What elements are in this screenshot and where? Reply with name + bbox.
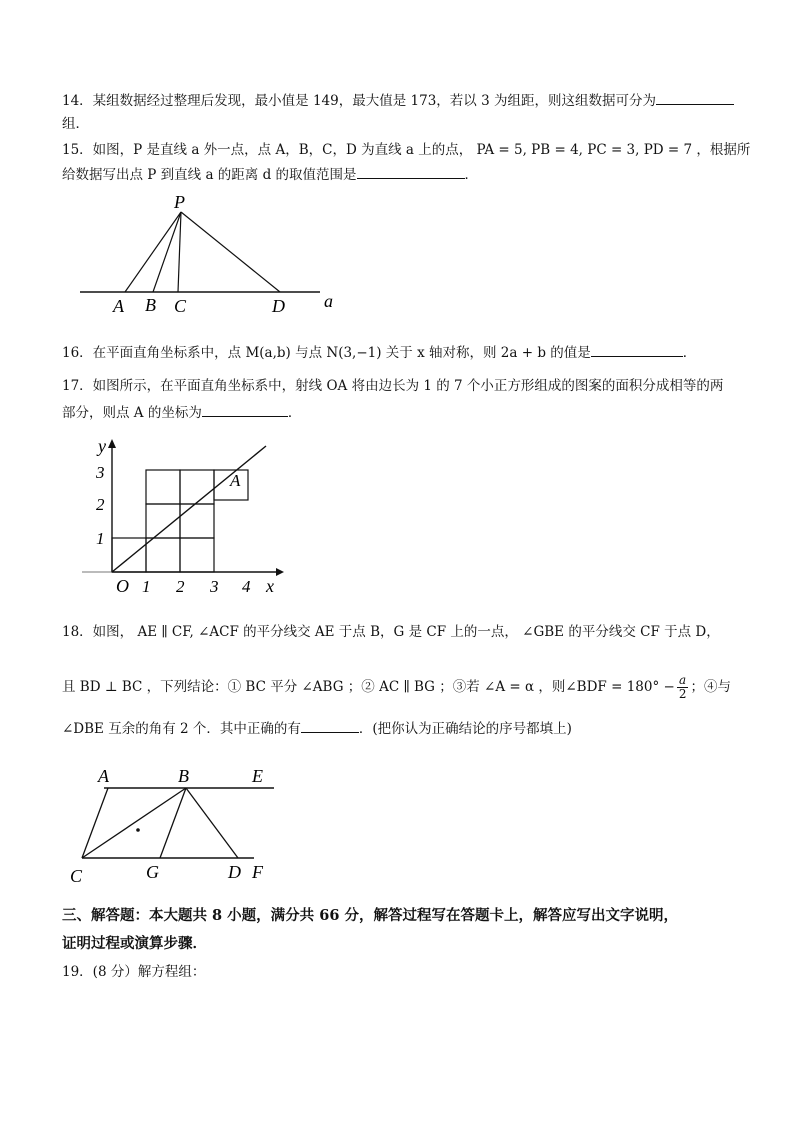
label-D: D bbox=[228, 862, 241, 882]
y-tick-3: 3 bbox=[96, 463, 105, 482]
x-tick-2: 2 bbox=[176, 577, 185, 596]
x-tick-4: 4 bbox=[242, 577, 251, 596]
label-O: O bbox=[116, 576, 129, 596]
label-C: C bbox=[174, 296, 187, 316]
label-B: B bbox=[178, 766, 189, 786]
label-F: F bbox=[252, 862, 263, 882]
label-x: x bbox=[266, 576, 274, 596]
q17-line2: 部分，则点 A 的坐标为 ． bbox=[62, 402, 301, 423]
label-a: a bbox=[324, 291, 333, 311]
q17-line1: 17．如图所示，在平面直角坐标系中，射线 OA 将由边长为 1 的 7 个小正方形组成的图案的面积分成相等的两 bbox=[62, 378, 724, 394]
x-tick-3: 3 bbox=[210, 577, 219, 596]
y-tick-1: 1 bbox=[96, 529, 105, 548]
label-A: A bbox=[98, 766, 109, 786]
label-D: D bbox=[272, 296, 285, 316]
q14-line2: 组． bbox=[62, 116, 89, 132]
q18-figure bbox=[64, 760, 284, 890]
label-y: y bbox=[98, 436, 106, 456]
q18-line3: ∠DBE 互余的角有 2 个．其中正确的有 ．(把你认为正确结论的序号都填上) bbox=[62, 718, 572, 739]
label-G: G bbox=[146, 862, 159, 882]
q14-line1: 14．某组数据经过整理后发现，最小值是 149，最大值是 173，若以 3 为组距，则这组数据可分为 bbox=[62, 90, 734, 111]
q19-line: 19．(8 分）解方程组： bbox=[62, 964, 206, 980]
q15-figure bbox=[70, 190, 350, 320]
label-C: C bbox=[70, 866, 83, 886]
q14-answer-blank[interactable] bbox=[656, 90, 734, 105]
fraction-a-over-2: $\frac{a}{2}$ bbox=[678, 673, 687, 701]
q17-answer-blank[interactable] bbox=[202, 402, 288, 417]
q16-line: 16．在平面直角坐标系中，点 M(a,b) 与点 N(3,−1) 关于 x 轴对称，则 2a + b 的值是 ． bbox=[62, 342, 696, 363]
label-P: P bbox=[174, 192, 185, 212]
q18-line2: 且 BD ⊥ BC ，下列结论：① BC 平分 ∠ABG ；② AC ∥ BG ；③若 ∠A = α ，则∠BDF = 180° − $\frac{a}{2}$ ；④与 bbox=[62, 673, 731, 701]
q17-figure bbox=[76, 436, 286, 601]
label-A: A bbox=[230, 471, 241, 490]
section3-heading-line1: 三、解答题：本大题共 8 小题，满分共 66 分，解答过程写在答题卡上，解答应写出文字说明， bbox=[62, 907, 678, 924]
y-tick-2: 2 bbox=[96, 495, 105, 514]
q15-line1: 15．如图，P 是直线 a 外一点，点 A，B，C，D 为直线 a 上的点， PA = 5, PB = 4, PC = 3, PD = 7 ，根据所 bbox=[62, 142, 751, 158]
label-B: B bbox=[145, 295, 156, 315]
section3-heading-line2: 证明过程或演算步骤． bbox=[62, 935, 207, 952]
q15-line2: 给数据写出点 P 到直线 a 的距离 d 的取值范围是 ． bbox=[62, 164, 478, 185]
label-E: E bbox=[252, 766, 263, 786]
x-tick-1: 1 bbox=[142, 577, 151, 596]
label-A: A bbox=[113, 296, 124, 316]
q18-line1: 18．如图， AE ∥ CF, ∠ACF 的平分线交 AE 于点 B，G 是 CF 上的一点， ∠GBE 的平分线交 CF 于点 D， bbox=[62, 624, 720, 640]
q15-answer-blank[interactable] bbox=[357, 164, 465, 179]
q16-answer-blank[interactable] bbox=[591, 342, 683, 357]
q18-answer-blank[interactable] bbox=[301, 718, 359, 733]
